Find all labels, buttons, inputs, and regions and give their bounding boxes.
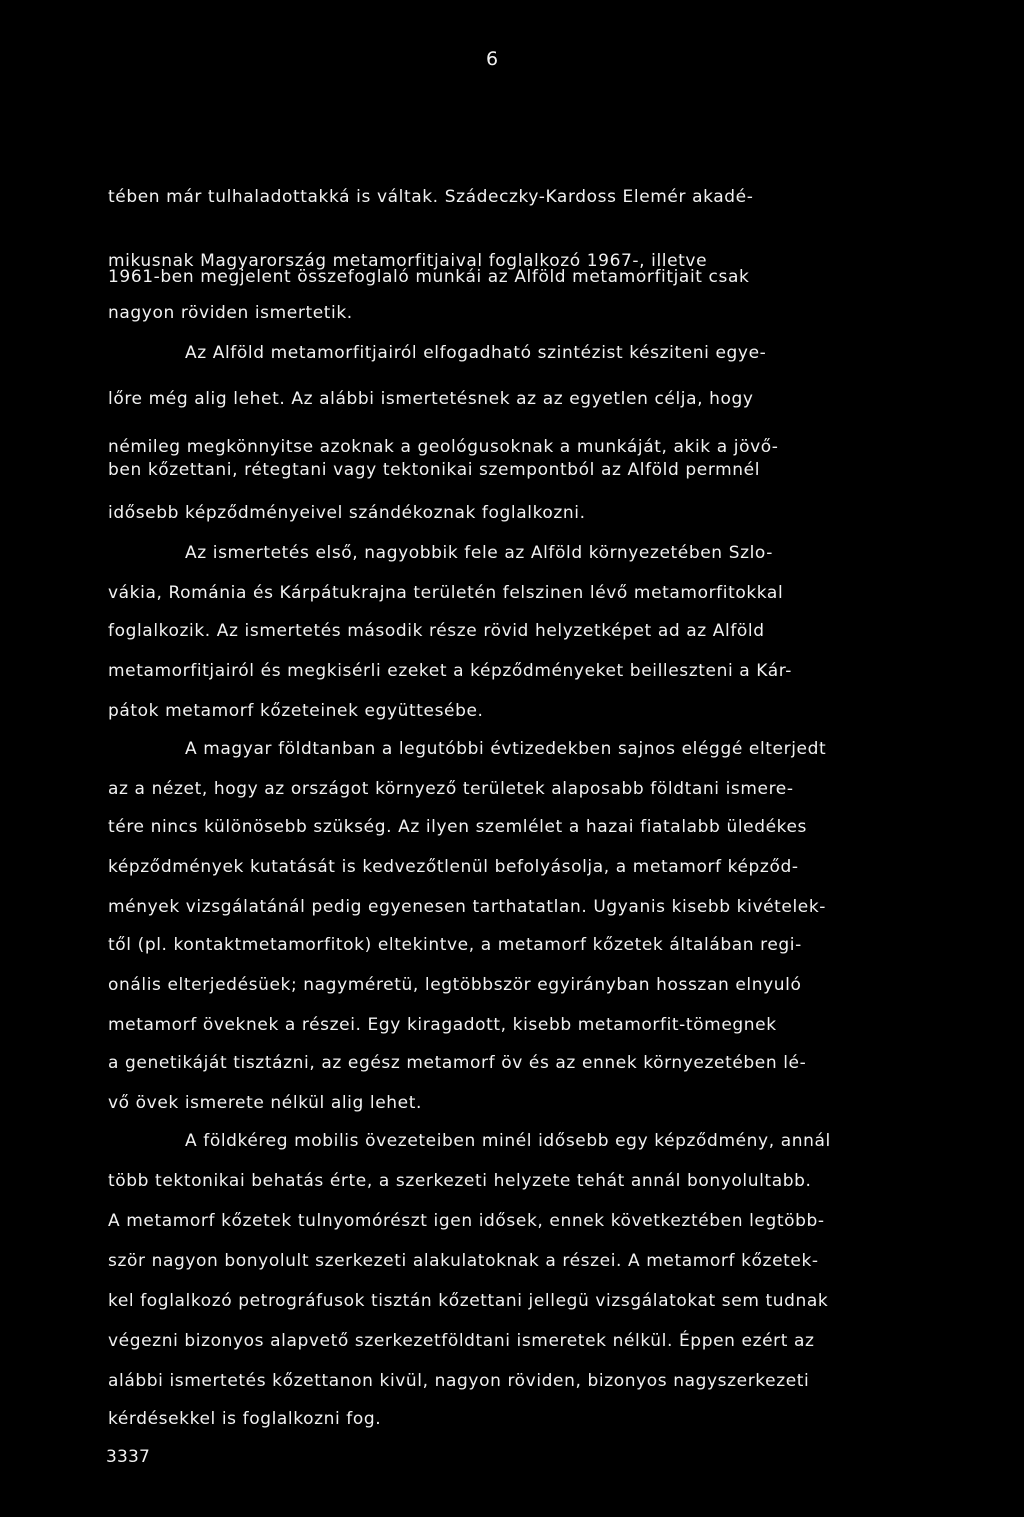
page-number: 6	[486, 48, 499, 70]
text-line: végezni bizonyos alapvető szerkezetföldtani ismeretek nélkül. Éppen ezért az	[108, 1331, 815, 1351]
text-line: Az Alföld metamorfitjairól elfogadható szintézist késziteni egye-	[185, 343, 767, 363]
text-line: tében már tulhaladottakká is váltak. Szádeczky-Kardoss Elemér akadé-	[108, 187, 754, 207]
text-line: A földkéreg mobilis övezeteiben minél idősebb egy képződmény, annál	[185, 1131, 831, 1151]
text-line: Az ismertetés első, nagyobbik fele az Alföld környezetében Szlo-	[185, 543, 773, 563]
text-line: némileg megkönnyitse azoknak a geológusoknak a munkáját, akik a jövő-	[108, 437, 779, 457]
text-line: től (pl. kontaktmetamorfitok) eltekintve, a metamorf kőzetek általában regi-	[108, 935, 802, 955]
text-line: ben kőzettani, rétegtani vagy tektonikai szempontból az Alföld permnél	[108, 460, 761, 480]
text-line: metamorfitjairól és megkisérli ezeket a képződményeket beilleszteni a Kár-	[108, 661, 793, 681]
text-line: kérdésekkel is foglalkozni fog.	[108, 1409, 382, 1429]
text-line: mikusnak Magyarország metamorfitjaival foglalkozó 1967-, illetve	[108, 251, 708, 271]
text-line: kel foglalkozó petrográfusok tisztán kőzettani jellegü vizsgálatokat sem tudnak	[108, 1291, 829, 1311]
text-line: több tektonikai behatás érte, a szerkezeti helyzete tehát annál bonyolultabb.	[108, 1171, 812, 1191]
text-line: mények vizsgálatánál pedig egyenesen tarthatatlan. Ugyanis kisebb kivételek-	[108, 897, 827, 917]
text-line: foglalkozik. Az ismertetés második része rövid helyzetképet ad az Alföld	[108, 621, 765, 641]
footer-code: 3337	[106, 1447, 151, 1467]
text-line: onális elterjedésüek; nagyméretü, legtöbbször egyirányban hosszan elnyuló	[108, 975, 802, 995]
text-line: A metamorf kőzetek tulnyomórészt igen idősek, ennek következtében legtöbb-	[108, 1211, 825, 1231]
text-line: pátok metamorf kőzeteinek együttesébe.	[108, 701, 484, 721]
text-line: az a nézet, hogy az országot környező területek alaposabb földtani ismere-	[108, 779, 794, 799]
text-line: nagyon röviden ismertetik.	[108, 303, 353, 323]
text-line: A magyar földtanban a legutóbbi évtizedekben sajnos eléggé elterjedt	[185, 739, 827, 759]
text-line: ször nagyon bonyolult szerkezeti alakulatoknak a részei. A metamorf kőzetek-	[108, 1251, 819, 1271]
text-line: 1961-ben megjelent összefoglaló munkái az Alföld metamorfitjait csak	[108, 267, 750, 287]
text-line: vákia, Románia és Kárpátukrajna területén felszinen lévő metamorfitokkal	[108, 583, 784, 603]
text-line: idősebb képződményeivel szándékoznak foglalkozni.	[108, 503, 586, 523]
text-line: vő övek ismerete nélkül alig lehet.	[108, 1093, 422, 1113]
text-line: alábbi ismertetés kőzettanon kivül, nagyon röviden, bizonyos nagyszerkezeti	[108, 1371, 810, 1391]
text-line: metamorf öveknek a részei. Egy kiragadott, kisebb metamorfit-tömegnek	[108, 1015, 777, 1035]
text-line: képződmények kutatását is kedvezőtlenül befolyásolja, a metamorf képződ-	[108, 857, 799, 877]
text-line: tére nincs különösebb szükség. Az ilyen szemlélet a hazai fiatalabb üledékes	[108, 817, 808, 837]
text-line: lőre még alig lehet. Az alábbi ismertetésnek az az egyetlen célja, hogy	[108, 389, 754, 409]
text-line: a genetikáját tisztázni, az egész metamorf öv és az ennek környezetében lé-	[108, 1053, 807, 1073]
